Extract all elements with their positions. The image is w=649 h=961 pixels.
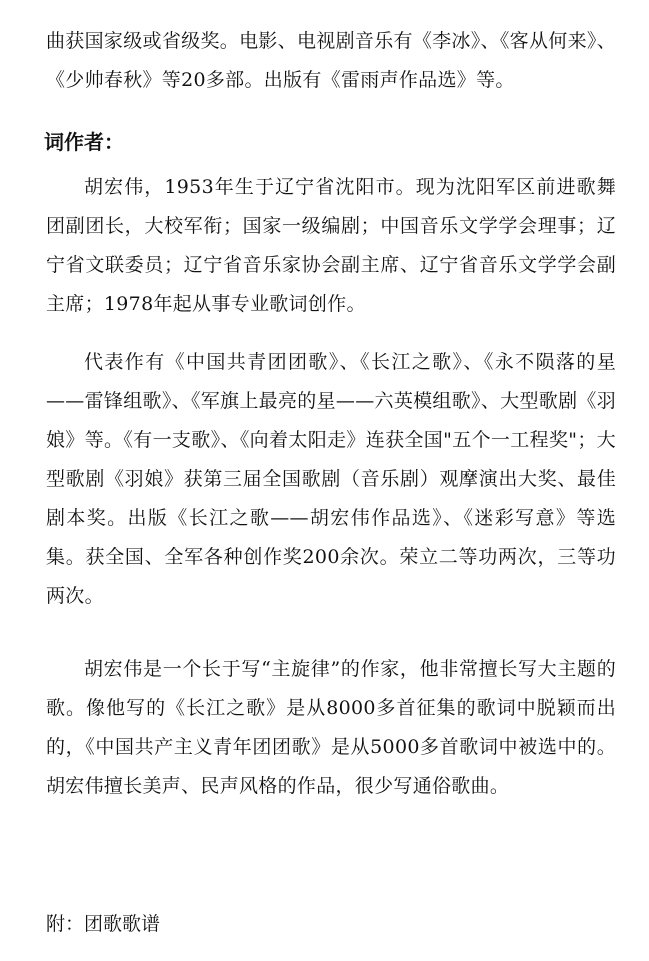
lyricist-heading: 词作者： bbox=[44, 130, 124, 154]
works-paragraph: 代表作有《中国共青团团歌》、《长江之歌》、《永不陨落的星——雷锋组歌》、《军旗上最亮的星——六英模组歌》、大型歌剧《羽娘》等。《有一支歌》、《向着太阳走》连获全国"五个一工程奖"；大型歌剧《羽娘》获第三届全国歌剧（音乐剧）观摩演出大奖、最佳剧本奖。出版《长江之歌——胡宏伟作品选》、《迷彩写意》等选集。获全国、全军各种创作奖200余次。荣立二等功两次，三等功两次。 bbox=[46, 351, 616, 607]
intro-paragraph: 曲获国家级或省级奖。电影、电视剧音乐有《李冰》、《客从何来》、《少帅春秋》等20多部。出版有《雷雨声作品选》等。 bbox=[46, 30, 616, 91]
bio-paragraph: 胡宏伟，1953年生于辽宁省沈阳市。现为沈阳军区前进歌舞团副团长，大校军衔；国家一级编剧；中国音乐文学学会理事；辽宁省文联委员；辽宁省音乐家协会副主席、辽宁省音乐文学学会副主席；1978年起从事专业歌词创作。 bbox=[46, 176, 616, 315]
style-paragraph: 胡宏伟是一个长于写“主旋律”的作家，他非常擅长写大主题的歌。像他写的《长江之歌》是从8000多首征集的歌词中脱颖而出的，《中国共产主义青年团团歌》是从5000多首歌词中被选中的。胡宏伟擅长美声、民声风格的作品，很少写通俗歌曲。 bbox=[46, 658, 616, 797]
appendix-label: 附：团歌歌谱 bbox=[46, 913, 161, 935]
